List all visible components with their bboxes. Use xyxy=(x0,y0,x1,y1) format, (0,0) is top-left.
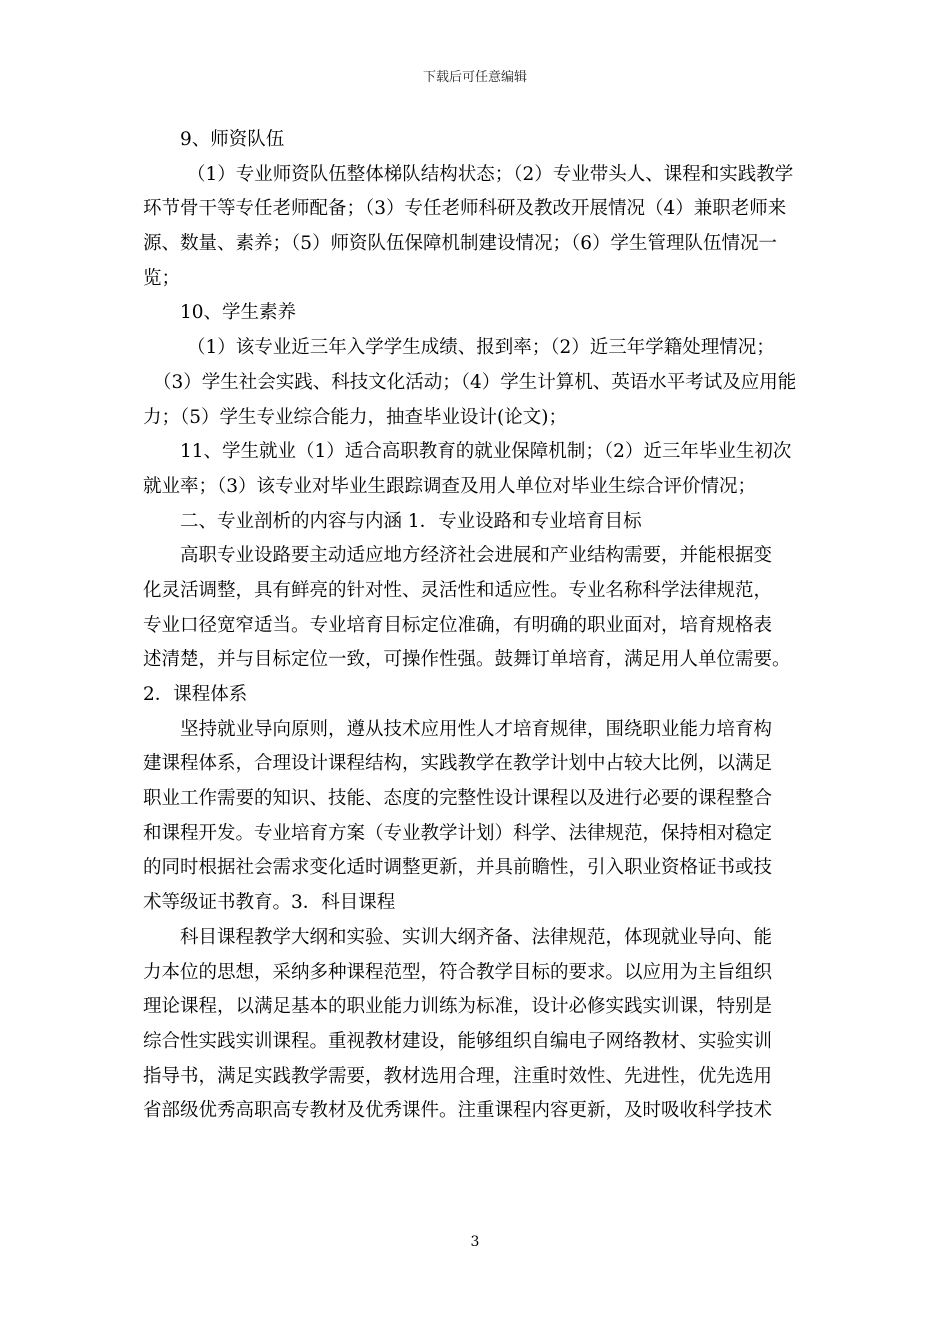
document-body xyxy=(143,123,823,1129)
paragraph-line: 高职专业设路要主动适应地方经济社会进展和产业结构需要，并能根据变 xyxy=(180,545,773,567)
section-heading: 11、学生就业（1）适合高职教育的就业保障机制；（2）近三年毕业生初次 xyxy=(180,441,792,463)
paragraph-line: 建课程体系，合理设计课程结构，实践教学在教学计划中占较大比例，以满足 xyxy=(143,753,773,775)
page-number: 3 xyxy=(470,1234,480,1250)
paragraph-line: 综合性实践实训课程。重视教材建设，能够组织自编电子网络教材、实验实训 xyxy=(143,1030,773,1052)
paragraph-line: （1）该专业近三年入学学生成绩、报到率；（2）近三年学籍处理情况； xyxy=(187,337,775,359)
paragraph-line: 坚持就业导向原则，遵从技术应用性人才培育规律，围绕职业能力培育构 xyxy=(180,718,773,740)
section-heading: 二、专业剖析的内容与内涵 1．专业设路和专业培育目标 xyxy=(180,510,642,532)
paragraph-line: 述清楚，并与目标定位一致，可操作性强。鼓舞订单培育，满足用人单位需要。 xyxy=(143,649,791,671)
paragraph-line: 源、数量、素养；（5）师资队伍保障机制建设情况；（6）学生管理队伍情况一 xyxy=(143,233,778,255)
paragraph-line: 的同时根据社会需求变化适时调整更新，并具前瞻性，引入职业资格证书或技 xyxy=(143,857,773,879)
section-heading: 2．课程体系 xyxy=(143,684,248,705)
paragraph-line: 理论课程，以满足基本的职业能力训练为标准，设计必修实践实训课，特别是 xyxy=(143,996,773,1018)
paragraph-line: 指导书，满足实践教学需要，教材选用合理，注重时效性、先进性，优先选用 xyxy=(143,1065,773,1087)
paragraph-line: 职业工作需要的知识、技能、态度的完整性设计课程以及进行必要的课程整合 xyxy=(143,788,773,810)
paragraph-line: （3）学生社会实践、科技文化活动；（4）学生计算机、英语水平考试及应用能 xyxy=(153,371,797,393)
section-heading: 9、师资队伍 xyxy=(180,129,285,150)
paragraph-line: （1）专业师资队伍整体梯队结构状态；（2）专业带头人、课程和实践教学 xyxy=(187,163,794,185)
paragraph-line: 省部级优秀高职高专教材及优秀课件。注重课程内容更新，及时吸收科学技术 xyxy=(143,1100,773,1122)
page-header: 下载后可任意编辑 xyxy=(422,70,527,85)
paragraph-line: 览； xyxy=(143,267,181,289)
paragraph-line: 术等级证书教育。3．科目课程 xyxy=(143,892,396,914)
paragraph-line: 专业口径宽窄适当。专业培育目标定位准确，有明确的职业面对，培育规格表 xyxy=(143,614,773,636)
paragraph-line: 力本位的思想，采纳多种课程范型，符合教学目标的要求。以应用为主旨组织 xyxy=(143,961,773,983)
paragraph-line: 科目课程教学大纲和实验、实训大纲齐备、法律规范，体现就业导向、能 xyxy=(180,926,773,948)
section-heading: 10、学生素养 xyxy=(180,302,297,324)
paragraph-line: 化灵活调整，具有鲜亮的针对性、灵活性和适应性。专业名称科学法律规范， xyxy=(143,579,773,601)
paragraph-line: 就业率；（3）该专业对毕业生跟踪调查及用人单位对毕业生综合评价情况； xyxy=(143,475,757,497)
paragraph-line: 力；（5）学生专业综合能力，抽查毕业设计(论文)； xyxy=(143,406,567,428)
paragraph-line: 环节骨干等专任老师配备；（3）专任老师科研及教改开展情况（4）兼职老师来 xyxy=(143,198,787,220)
paragraph-line: 和课程开发。专业培育方案（专业教学计划）科学、法律规范，保持相对稳定 xyxy=(143,822,773,844)
